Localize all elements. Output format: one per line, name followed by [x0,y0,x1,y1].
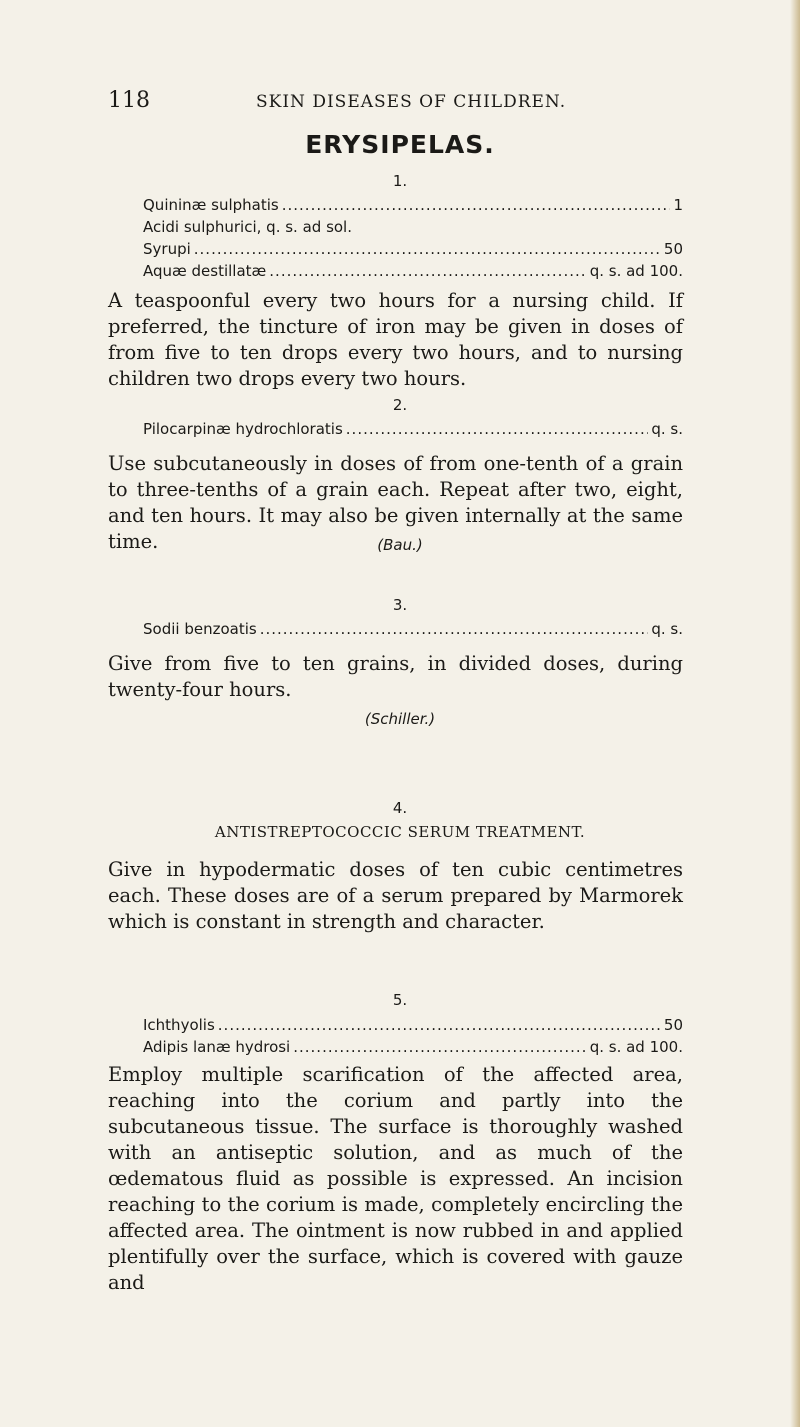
citation: (Schiller.) [364,710,436,728]
body-paragraph [108,1062,683,1296]
running-header [108,88,708,118]
chapter-title: ERYSIPELAS. [305,130,495,159]
amount: 1 [673,196,683,214]
paragraph-text: Employ multiple scarification of the affected area, reaching into the corium and partly into the subcutaneous tissue. The surface is thoroughly washed with an antiseptic solution, and as much of the œdematous fluid as possible is expressed. An incision reaching to the corium is made, completely encircling the affected area. The ointment is now rubbed in and applied plentifully over the surface, which is covered with gauze and [108,1063,683,1294]
leader-dots [218,1016,661,1034]
body-paragraph [108,288,683,392]
paragraph-text: Give in hypodermatic doses of ten cubic centimetres each. These doses are of a serum prepared by Marmorek which is constant in strength and character. [108,858,683,933]
amount: 50 [663,240,683,258]
ingredient: Acidi sulphurici, q. s. ad sol. [143,218,352,236]
amount: 50 [663,1016,683,1034]
amount: q. s. ad 100. [589,262,683,280]
prescription-line [143,262,683,284]
prescription [143,420,683,442]
section-subheading: ANTISTREPTOCOCCIC SERUM TREATMENT. [214,823,586,841]
body-paragraph [108,651,683,703]
section-number: 2. [392,396,408,414]
paragraph-text: Give from five to ten grains, in divided doses, during twenty-four hours. [108,652,683,701]
leader-dots [282,196,671,214]
amount: q. s. ad 100. [589,1038,683,1056]
section-number: 1. [392,172,408,190]
section-number: 5. [392,991,408,1009]
prescription-line [143,218,683,240]
ingredient: Syrupi [143,240,191,258]
prescription [143,196,683,284]
ingredient: Ichthyolis [143,1016,215,1034]
running-title: SKIN DISEASES OF CHILDREN. [256,92,567,112]
paragraph-text: A teaspoonful every two hours for a nursing child. If preferred, the tincture of iron may be given in doses of from five to ten drops every two hours, and to nursing children two drops every two hours. [108,289,683,390]
prescription-line [143,620,683,642]
section-number: 4. [392,799,408,817]
leader-dots [346,420,649,438]
ingredient: Pilocarpinæ hydrochloratis [143,420,343,438]
body-paragraph [108,857,683,935]
page-number: 118 [108,88,150,113]
leader-dots [260,620,649,638]
prescription-line [143,1016,683,1038]
prescription-line [143,1038,683,1060]
ingredient: Sodii benzoatis [143,620,257,638]
amount: q. s. [651,420,683,438]
leader-dots [194,240,661,258]
prescription [143,1016,683,1060]
prescription [143,620,683,642]
leader-dots [269,262,586,280]
amount: q. s. [651,620,683,638]
ingredient: Quininæ sulphatis [143,196,279,214]
section-number: 3. [392,596,408,614]
prescription-line [143,240,683,262]
leader-dots [293,1038,586,1056]
paragraph-text: Use subcutaneously in doses of from one-tenth of a grain to three-tenths of a grain each. Repeat after two, eight, and ten hours. It may also be given internally at the same time. [108,452,683,553]
citation: (Bau.) [377,536,423,554]
prescription-line [143,196,683,218]
prescription-line [143,420,683,442]
ingredient: Aquæ destillatæ [143,262,267,280]
ingredient: Adipis lanæ hydrosi [143,1038,291,1056]
